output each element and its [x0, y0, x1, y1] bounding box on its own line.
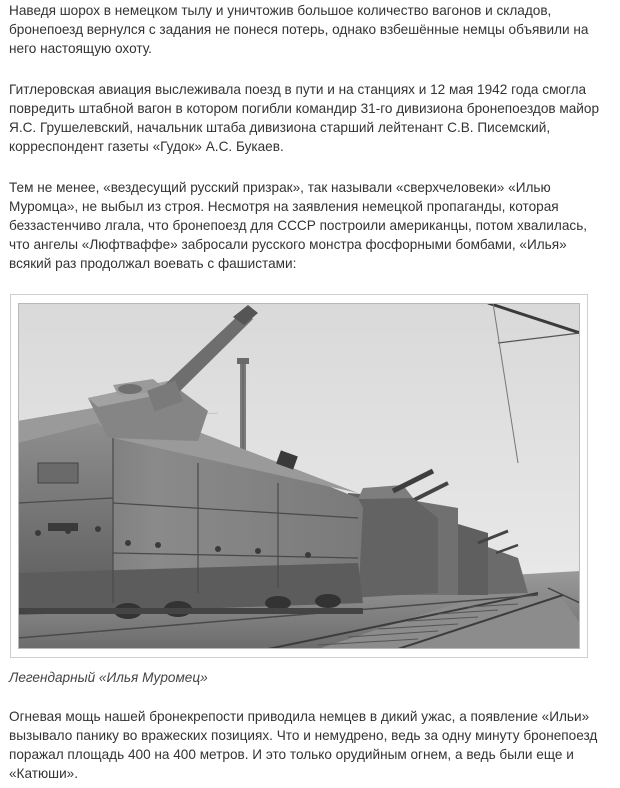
- article-paragraph-3: Тем не менее, «вездесущий русский призрак», так называли «сверхчеловеки» «Илью Муромца», не выбыл из строя. Несмотря на заявления немецкой пропаганды, которая беззастенчиво лгала, что бронепоезд для СССР построили американцы, потом хвалилась, что ангелы «Люфтваффе» забросали русского монстра фосфорными бомбами, «Илья» всякий раз продолжал воевать с фашистами:: [9, 180, 588, 271]
- armored-train-photo-frame: [10, 294, 588, 658]
- article-paragraph-2: Гитлеровская авиация выслеживала поезд в пути и на станциях и 12 мая 1942 года смогла повредить штабной вагон в котором погибли командир 31-го дивизиона бронепоездов майор Я.С. Грушелевский, начальник штаба дивизиона старший лейтенант С.В. Писемский, корреспондент газеты «Гудок» А.С. Букаев.: [9, 82, 600, 154]
- armored-train-photo: [18, 303, 580, 649]
- photo-caption: Легендарный «Илья Муромец»: [9, 670, 208, 685]
- article-paragraph-4: Огневая мощь нашей бронекрепости приводила немцев в дикий ужас, а появление «Ильи» вызывало панику во вражеских позициях. Что и немудрено, ведь за одну минуту бронепоезд поражал площадь 400 на 400 метров. И это только орудийным огнем, а ведь были еще и «Катюши».: [9, 709, 598, 781]
- article-paragraph-1: Наведя шорох в немецком тылу и уничтожив большое количество вагонов и складов, бронепоезд вернулся с задания не понеся потерь, однако взбешённые немцы объявили на него настоящую охоту.: [9, 3, 589, 56]
